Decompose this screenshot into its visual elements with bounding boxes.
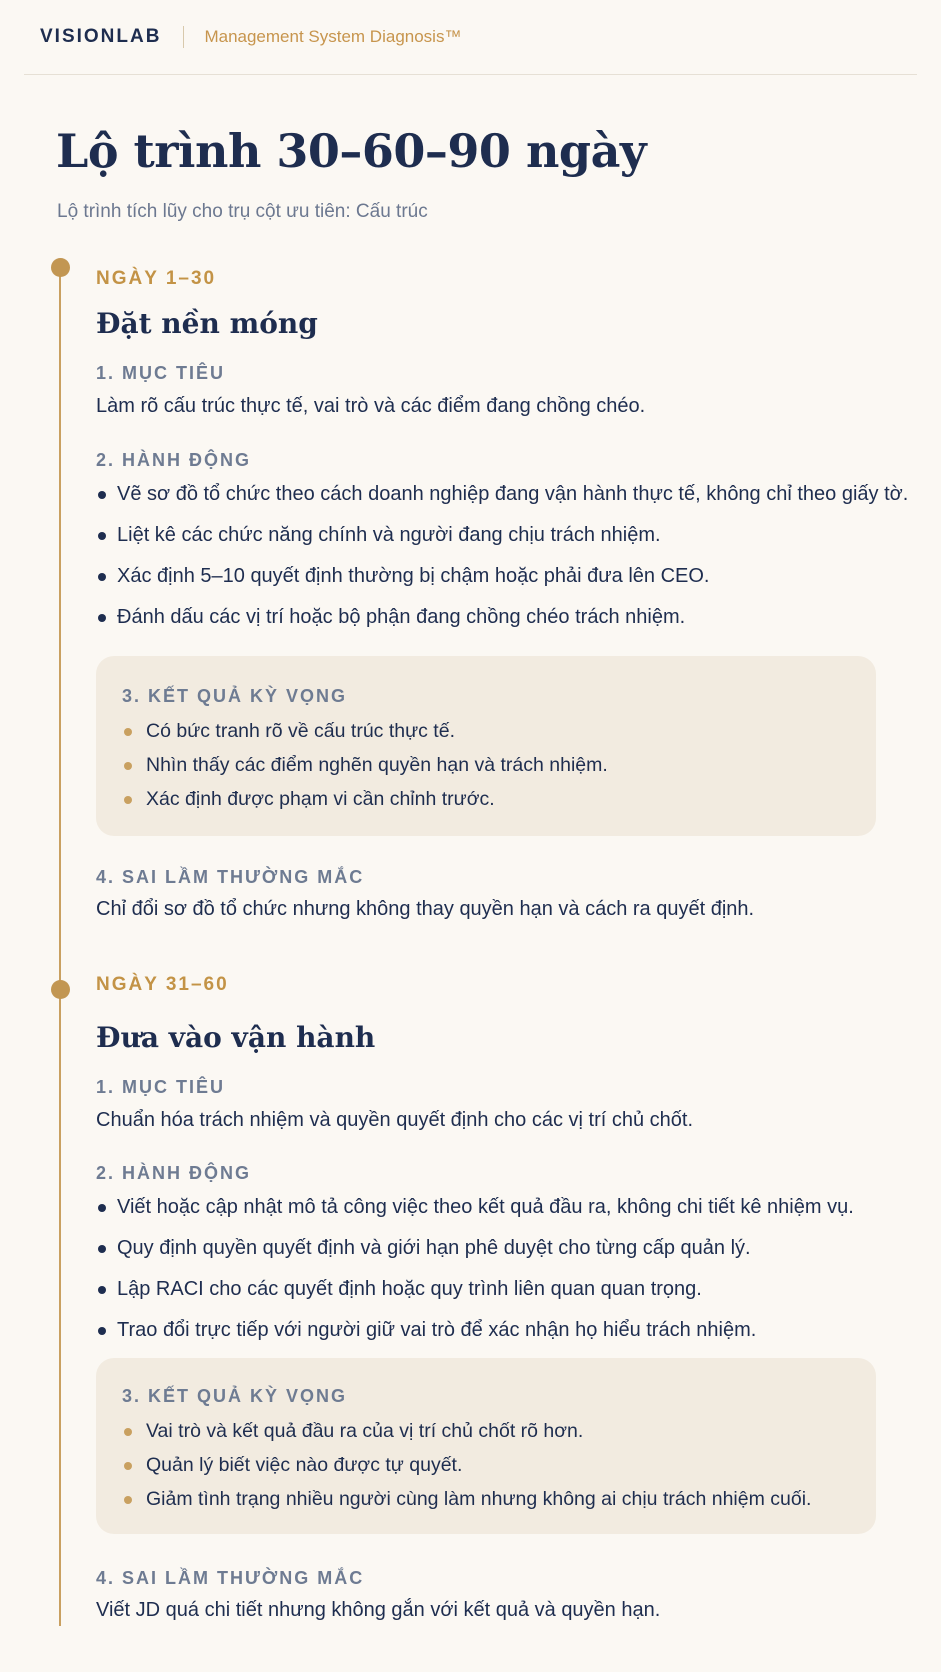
action-item: Vẽ sơ đồ tổ chức theo cách doanh nghiệp đang vận hành thực tế, không chỉ theo giấy tờ.	[96, 480, 908, 521]
timeline-dot-phase-2	[51, 980, 70, 999]
result-item: Xác định được phạm vi cần chỉnh trước.	[122, 786, 608, 820]
actions-heading: 2. HÀNH ĐỘNG	[96, 450, 252, 470]
phase-label: NGÀY 1–30	[96, 268, 217, 289]
phase-title: Đưa vào vận hành	[96, 1021, 376, 1054]
page-title: Lộ trình 30–60–90 ngày	[56, 124, 647, 178]
timeline-dot-phase-1	[51, 258, 70, 277]
actions-heading: 2. HÀNH ĐỘNG	[96, 1163, 252, 1183]
goal-heading: 1. MỤC TIÊU	[96, 1077, 226, 1097]
page-lead: Lộ trình tích lũy cho trụ cột ưu tiên: Cấu trúc	[57, 201, 428, 222]
action-item: Xác định 5–10 quyết định thường bị chậm hoặc phải đưa lên CEO.	[96, 562, 908, 603]
results-heading: 3. KẾT QUẢ KỲ VỌNG	[122, 1386, 348, 1406]
results-list	[122, 718, 608, 820]
result-item: Quản lý biết việc nào được tự quyết.	[122, 1452, 811, 1486]
brand-logo[interactable]: VISIONLAB	[40, 26, 162, 47]
goal-heading: 1. MỤC TIÊU	[96, 363, 226, 383]
result-item: Giảm tình trạng nhiều người cùng làm nhưng không ai chịu trách nhiệm cuối.	[122, 1486, 811, 1520]
product-name: Management System Diagnosis™	[204, 27, 462, 46]
mistake-text: Chỉ đổi sơ đồ tổ chức nhưng không thay quyền hạn và cách ra quyết định.	[96, 898, 755, 920]
action-item: Quy định quyền quyết định và giới hạn phê duyệt cho từng cấp quản lý.	[96, 1234, 854, 1275]
timeline-line	[59, 266, 61, 1626]
mistake-heading: 4. SAI LẦM THƯỜNG MẮC	[96, 867, 365, 887]
phase-label: NGÀY 31–60	[96, 974, 229, 995]
action-item: Trao đổi trực tiếp với người giữ vai trò để xác nhận họ hiểu trách nhiệm.	[96, 1316, 854, 1357]
mistake-text: Viết JD quá chi tiết nhưng không gắn với kết quả và quyền hạn.	[96, 1599, 661, 1621]
mistake-heading: 4. SAI LẦM THƯỜNG MẮC	[96, 1568, 365, 1588]
result-item: Vai trò và kết quả đầu ra của vị trí chủ chốt rõ hơn.	[122, 1418, 811, 1452]
action-item: Liệt kê các chức năng chính và người đang chịu trách nhiệm.	[96, 521, 908, 562]
results-list	[122, 1418, 811, 1520]
results-heading: 3. KẾT QUẢ KỲ VỌNG	[122, 686, 348, 706]
goal-text: Chuẩn hóa trách nhiệm và quyền quyết định cho các vị trí chủ chốt.	[96, 1109, 694, 1131]
action-item: Lập RACI cho các quyết định hoặc quy trình liên quan quan trọng.	[96, 1275, 854, 1316]
expected-results-box	[96, 656, 876, 836]
action-item: Đánh dấu các vị trí hoặc bộ phận đang chồng chéo trách nhiệm.	[96, 603, 908, 644]
result-item: Có bức tranh rõ về cấu trúc thực tế.	[122, 718, 608, 752]
phase-title: Đặt nền móng	[96, 307, 318, 340]
actions-list	[96, 480, 908, 644]
header-divider	[183, 26, 184, 48]
result-item: Nhìn thấy các điểm nghẽn quyền hạn và trách nhiệm.	[122, 752, 608, 786]
top-bar	[24, 0, 917, 75]
goal-text: Làm rõ cấu trúc thực tế, vai trò và các điểm đang chồng chéo.	[96, 395, 646, 417]
expected-results-box	[96, 1358, 876, 1534]
action-item: Viết hoặc cập nhật mô tả công việc theo kết quả đầu ra, không chi tiết kê nhiệm vụ.	[96, 1193, 854, 1234]
actions-list	[96, 1193, 854, 1357]
